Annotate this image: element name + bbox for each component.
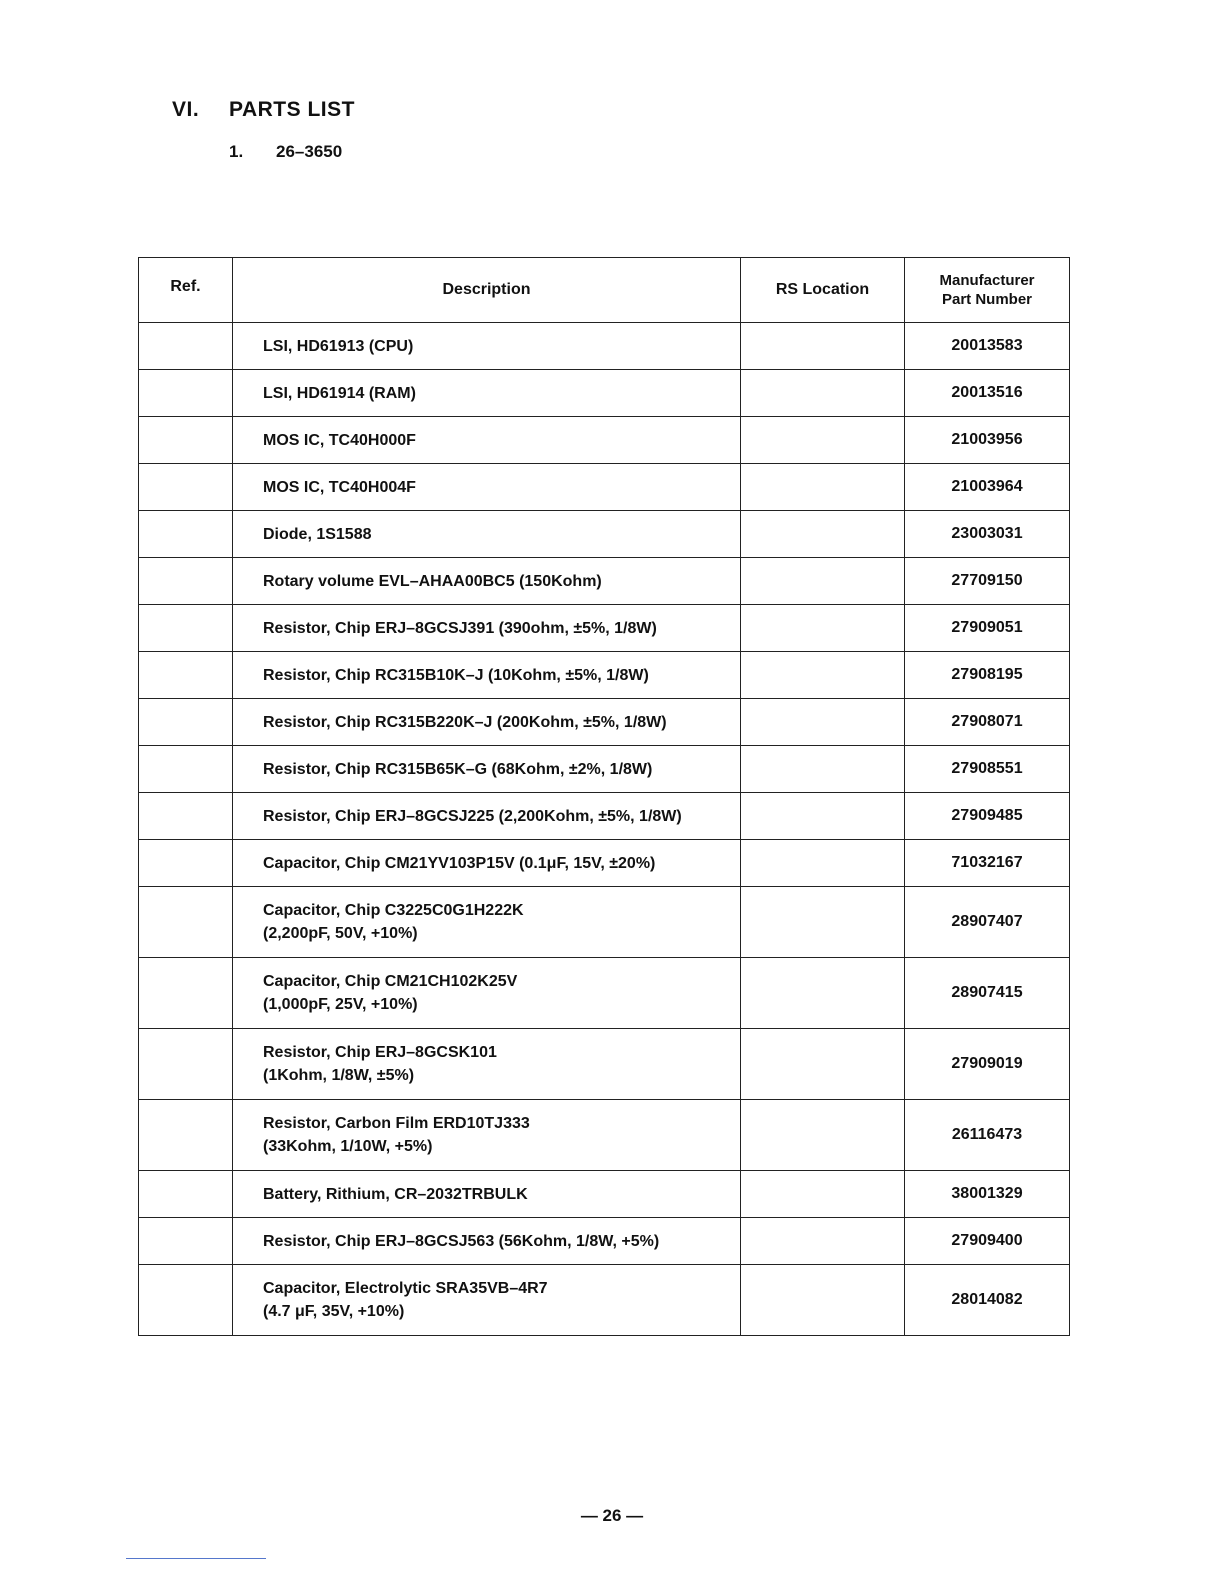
cell-part-number: 27908071 (905, 699, 1070, 746)
cell-rs-location (741, 558, 905, 605)
table-row (139, 464, 1070, 511)
description-line: Rotary volume EVL–AHAA00BC5 (150Kohm) (263, 572, 602, 590)
description-line: MOS IC, TC40H000F (263, 431, 416, 449)
section-title: PARTS LIST (229, 98, 355, 121)
header-rs-location: RS Location (741, 258, 905, 323)
description-line: (1,000pF, 25V, +10%) (263, 996, 418, 1013)
cell-ref (139, 1218, 233, 1265)
cell-rs-location (741, 417, 905, 464)
cell-ref (139, 323, 233, 370)
cell-ref (139, 1171, 233, 1218)
table-row (139, 417, 1070, 464)
cell-ref (139, 605, 233, 652)
cell-ref (139, 417, 233, 464)
cell-ref (139, 887, 233, 958)
table-row (139, 511, 1070, 558)
cell-description (233, 605, 741, 652)
subsection-heading (229, 142, 342, 162)
cell-description (233, 840, 741, 887)
table-row (139, 370, 1070, 417)
cell-part-number: 21003964 (905, 464, 1070, 511)
description-line: Resistor, Carbon Film ERD10TJ333 (263, 1115, 530, 1132)
table-row (139, 699, 1070, 746)
footer-rule (126, 1558, 266, 1559)
description-line: Capacitor, Chip CM21CH102K25V (263, 973, 518, 990)
table-row (139, 887, 1070, 958)
description-line: Resistor, Chip ERJ–8GCSJ391 (390ohm, ±5%, 1/8W) (263, 619, 657, 637)
cell-description (233, 464, 741, 511)
table-row (139, 793, 1070, 840)
cell-part-number: 26116473 (905, 1100, 1070, 1171)
cell-part-number: 21003956 (905, 417, 1070, 464)
description-line: MOS IC, TC40H004F (263, 478, 416, 496)
cell-description (233, 793, 741, 840)
header-manufacturer-part-number (905, 258, 1070, 323)
header-manufacturer-line1: Manufacturer (939, 272, 1035, 289)
description-line: Diode, 1S1588 (263, 525, 372, 543)
cell-description (233, 699, 741, 746)
cell-part-number: 20013583 (905, 323, 1070, 370)
cell-ref (139, 958, 233, 1029)
cell-rs-location (741, 1218, 905, 1265)
cell-ref (139, 699, 233, 746)
cell-ref (139, 652, 233, 699)
cell-rs-location (741, 464, 905, 511)
cell-description (233, 652, 741, 699)
cell-rs-location (741, 746, 905, 793)
cell-part-number: 27909485 (905, 793, 1070, 840)
cell-ref (139, 1265, 233, 1336)
description-line: Capacitor, Chip C3225C0G1H222K (263, 902, 524, 919)
cell-ref (139, 511, 233, 558)
description-line: Resistor, Chip ERJ–8GCSJ225 (2,200Kohm, ±5%, 1/8W) (263, 807, 682, 825)
table-row (139, 1029, 1070, 1100)
cell-description (233, 323, 741, 370)
cell-rs-location (741, 793, 905, 840)
cell-rs-location (741, 887, 905, 958)
cell-rs-location (741, 958, 905, 1029)
cell-part-number: 27909019 (905, 1029, 1070, 1100)
cell-part-number: 28907415 (905, 958, 1070, 1029)
subsection-number: 1. (229, 142, 244, 161)
cell-ref (139, 370, 233, 417)
cell-rs-location (741, 1171, 905, 1218)
description-line: Resistor, Chip ERJ–8GCSJ563 (56Kohm, 1/8W, +5%) (263, 1232, 660, 1250)
cell-part-number: 27709150 (905, 558, 1070, 605)
description-line: (4.7 μF, 35V, +10%) (263, 1303, 405, 1320)
cell-rs-location (741, 1100, 905, 1171)
cell-part-number: 27909051 (905, 605, 1070, 652)
cell-description (233, 558, 741, 605)
cell-part-number: 27908195 (905, 652, 1070, 699)
description-line: Capacitor, Chip CM21YV103P15V (0.1μF, 15V, ±20%) (263, 854, 656, 872)
table-row (139, 958, 1070, 1029)
cell-rs-location (741, 323, 905, 370)
parts-table-header (139, 258, 1070, 323)
cell-description (233, 417, 741, 464)
parts-list-table (138, 257, 1070, 1336)
header-description: Description (233, 258, 741, 323)
cell-rs-location (741, 699, 905, 746)
cell-rs-location (741, 605, 905, 652)
description-line: Resistor, Chip RC315B220K–J (200Kohm, ±5%, 1/8W) (263, 713, 667, 731)
cell-rs-location (741, 1029, 905, 1100)
cell-rs-location (741, 370, 905, 417)
table-row (139, 1265, 1070, 1336)
description-line: (1Kohm, 1/8W, ±5%) (263, 1067, 415, 1084)
table-row (139, 558, 1070, 605)
table-row (139, 323, 1070, 370)
cell-description (233, 511, 741, 558)
cell-description (233, 1218, 741, 1265)
cell-part-number: 28907407 (905, 887, 1070, 958)
cell-ref (139, 840, 233, 887)
subsection-title: 26–3650 (276, 142, 343, 161)
cell-description (233, 746, 741, 793)
description-line: Resistor, Chip ERJ–8GCSK101 (263, 1044, 497, 1061)
cell-description (233, 370, 741, 417)
cell-ref (139, 1100, 233, 1171)
header-ref: Ref. (139, 258, 233, 323)
cell-part-number: 23003031 (905, 511, 1070, 558)
cell-part-number: 71032167 (905, 840, 1070, 887)
cell-part-number: 27909400 (905, 1218, 1070, 1265)
table-row (139, 746, 1070, 793)
cell-ref (139, 464, 233, 511)
cell-ref (139, 1029, 233, 1100)
cell-part-number: 20013516 (905, 370, 1070, 417)
table-row (139, 1100, 1070, 1171)
section-heading (172, 98, 355, 122)
cell-part-number: 38001329 (905, 1171, 1070, 1218)
cell-rs-location (741, 1265, 905, 1336)
table-row (139, 1218, 1070, 1265)
description-line: LSI, HD61914 (RAM) (263, 384, 416, 402)
cell-description (233, 958, 741, 1029)
cell-part-number: 28014082 (905, 1265, 1070, 1336)
page-number: — 26 — (580, 1506, 644, 1525)
header-manufacturer-line2: Part Number (941, 291, 1033, 308)
cell-rs-location (741, 652, 905, 699)
description-line: Capacitor, Electrolytic SRA35VB–4R7 (263, 1280, 548, 1297)
cell-description (233, 887, 741, 958)
parts-table-body (139, 323, 1070, 1336)
table-row (139, 1171, 1070, 1218)
cell-ref (139, 746, 233, 793)
cell-description (233, 1265, 741, 1336)
cell-rs-location (741, 511, 905, 558)
cell-description (233, 1029, 741, 1100)
cell-ref (139, 793, 233, 840)
description-line: (33Kohm, 1/10W, +5%) (263, 1138, 433, 1155)
table-row (139, 652, 1070, 699)
cell-ref (139, 558, 233, 605)
description-line: Resistor, Chip RC315B65K–G (68Kohm, ±2%, 1/8W) (263, 760, 653, 778)
description-line: Battery, Rithium, CR–2032TRBULK (263, 1185, 528, 1203)
table-row (139, 840, 1070, 887)
section-number: VI. (172, 98, 200, 121)
cell-rs-location (741, 840, 905, 887)
cell-description (233, 1171, 741, 1218)
description-line: Resistor, Chip RC315B10K–J (10Kohm, ±5%, 1/8W) (263, 666, 649, 684)
description-line: LSI, HD61913 (CPU) (263, 337, 414, 355)
cell-part-number: 27908551 (905, 746, 1070, 793)
description-line: (2,200pF, 50V, +10%) (263, 925, 418, 942)
table-row (139, 605, 1070, 652)
cell-description (233, 1100, 741, 1171)
